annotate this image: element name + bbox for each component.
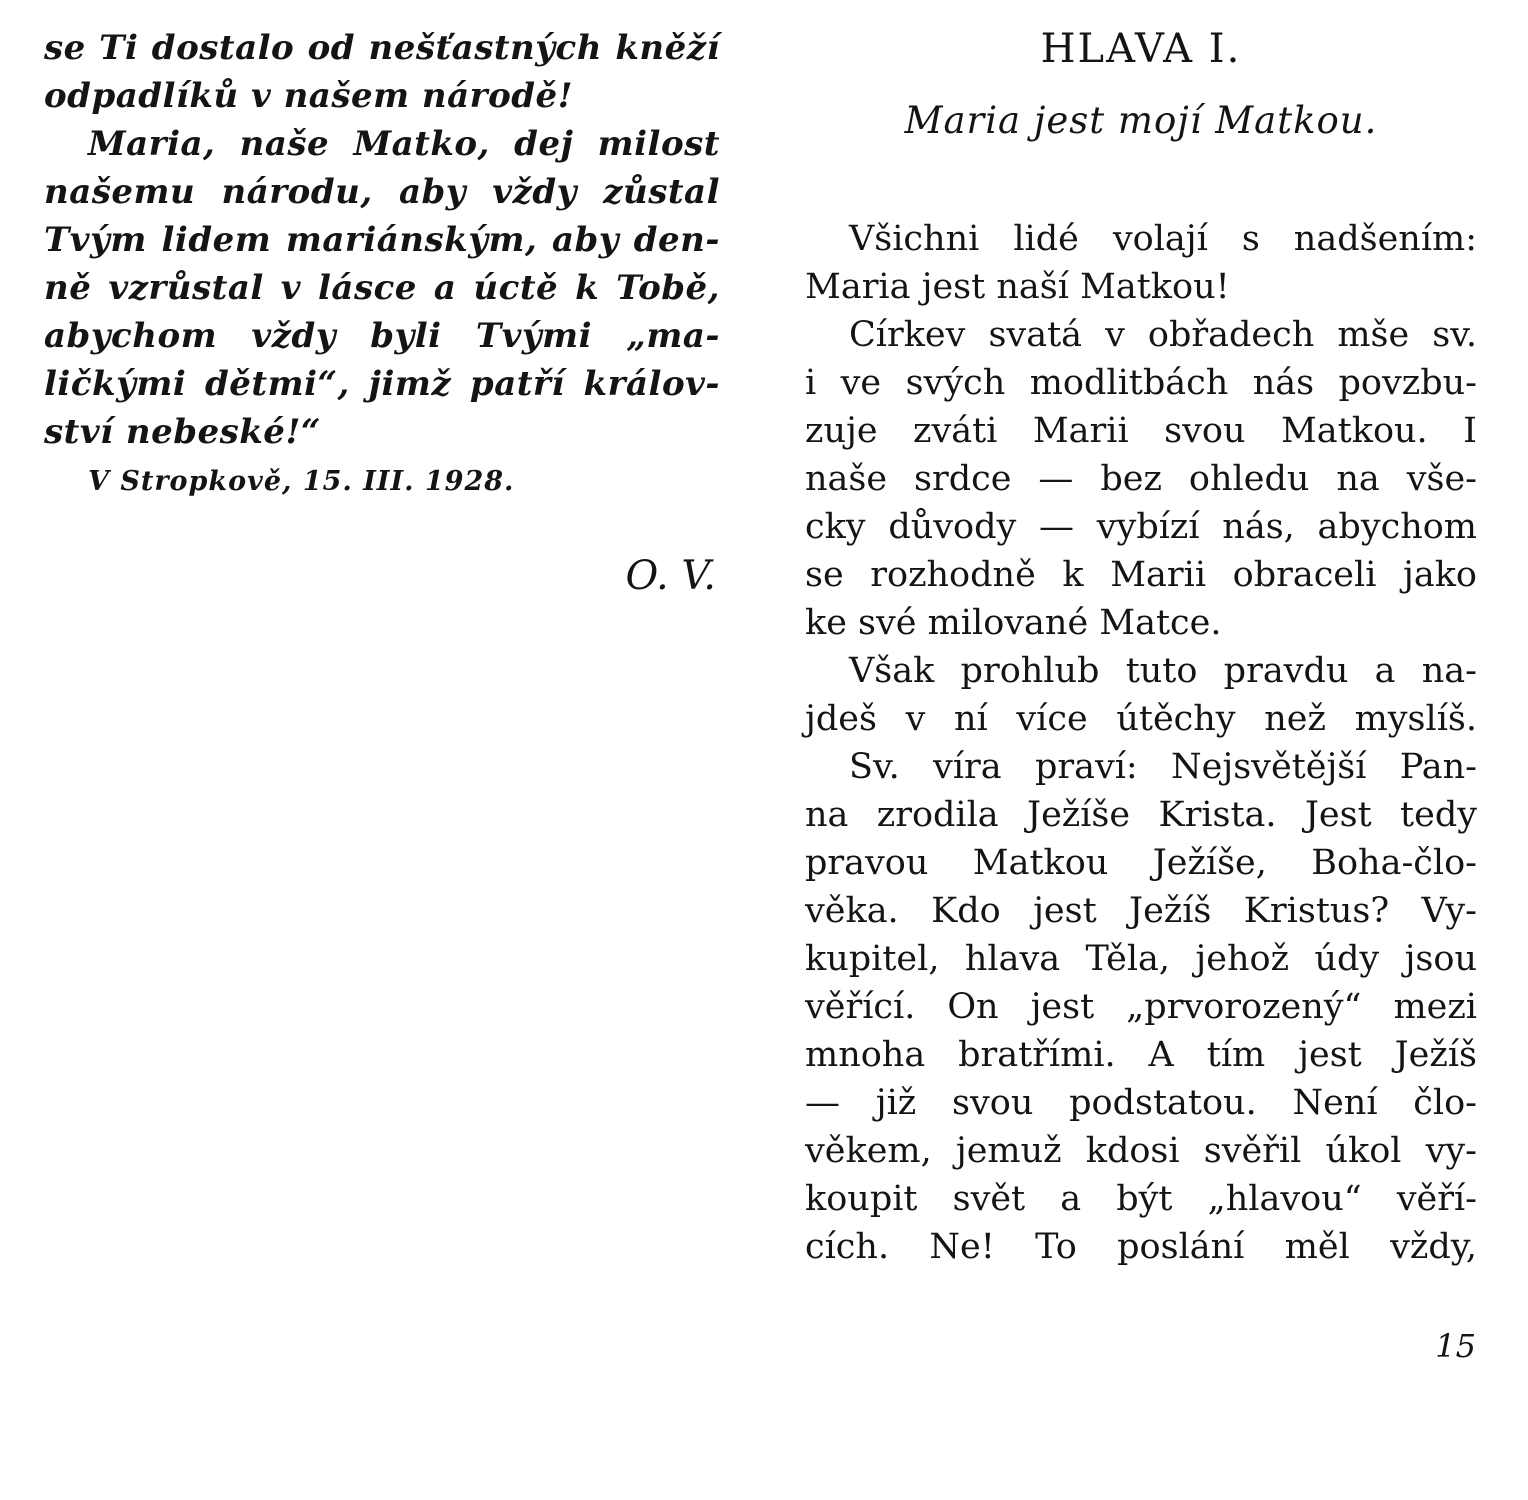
body-line: Sv. víra praví: Nejsvětější Pan- <box>849 747 1477 787</box>
dateline: V Stropkově, 15. III. 1928. <box>88 466 515 497</box>
body-line: Maria jest naší Matkou! <box>805 267 1230 307</box>
body-line: věřící. On jest „prvorozený“ mezi <box>805 987 1477 1027</box>
body-line: Církev svatá v obřadech mše sv. <box>849 315 1477 355</box>
body-line: naše srdce — bez ohledu na vše- <box>805 459 1477 499</box>
prayer-line: ně vzrůstal v lásce a úctě k Tobě, <box>44 268 720 308</box>
prayer-line: odpadlíků v našem národě! <box>44 76 574 116</box>
author-signature: O. V. <box>625 553 716 599</box>
right-column-chapter <box>805 20 1477 1267</box>
body-line: Všichni lidé volají s nadšením: <box>849 219 1477 259</box>
body-line: kupitel, hlava Těla, jehož údy jsou <box>805 939 1477 979</box>
body-line: pravou Matkou Ježíše, Boha-člo- <box>805 843 1477 883</box>
body-line: koupit svět a být „hlavou“ věří- <box>805 1179 1477 1219</box>
prayer-line: abychom vždy byli Tvými „ma- <box>44 316 720 356</box>
prayer-line: ství nebeské!“ <box>44 412 321 452</box>
body-line: cky důvody — vybízí nás, abychom <box>805 507 1477 547</box>
body-line: cích. Ne! To poslání měl vždy, <box>805 1227 1477 1267</box>
body-line: věkem, jemuž kdosi svěřil úkol vy- <box>805 1131 1477 1171</box>
chapter-body <box>805 215 1477 1271</box>
body-line: se rozhodně k Marii obraceli jako <box>805 555 1477 595</box>
prayer-line: našemu národu, aby vždy zůstal <box>44 172 720 212</box>
body-line: mnoha bratřími. A tím jest Ježíš <box>805 1035 1477 1075</box>
prayer-line: se Ti dostalo od nešťastných kněží <box>44 28 720 68</box>
body-line: i ve svých modlitbách nás povzbu- <box>805 363 1477 403</box>
prayer-line: ličkými dětmi“, jimž patří králov- <box>44 364 720 404</box>
body-line: ke své milované Matce. <box>805 603 1222 643</box>
chapter-heading: HLAVA I. <box>1040 26 1242 72</box>
body-line: na zrodila Ježíše Krista. Jest tedy <box>805 795 1477 835</box>
body-line: — již svou podstatou. Není člo- <box>805 1083 1477 1123</box>
chapter-subtitle: Maria jest mojí Matkou. <box>904 99 1378 142</box>
prayer-line: Maria, naše Matko, dej milost <box>88 124 720 164</box>
page-number: 15 <box>1435 1327 1476 1365</box>
body-line: zuje zváti Marii svou Matkou. I <box>805 411 1477 451</box>
body-line: Však prohlub tuto pravdu a na- <box>849 651 1477 691</box>
body-line: jdeš v ní více útěchy než myslíš. <box>805 699 1477 739</box>
prayer-line: Tvým lidem mariánským, aby den- <box>44 220 720 260</box>
left-column-prayer <box>44 24 720 599</box>
body-line: věka. Kdo jest Ježíš Kristus? Vy- <box>805 891 1477 931</box>
